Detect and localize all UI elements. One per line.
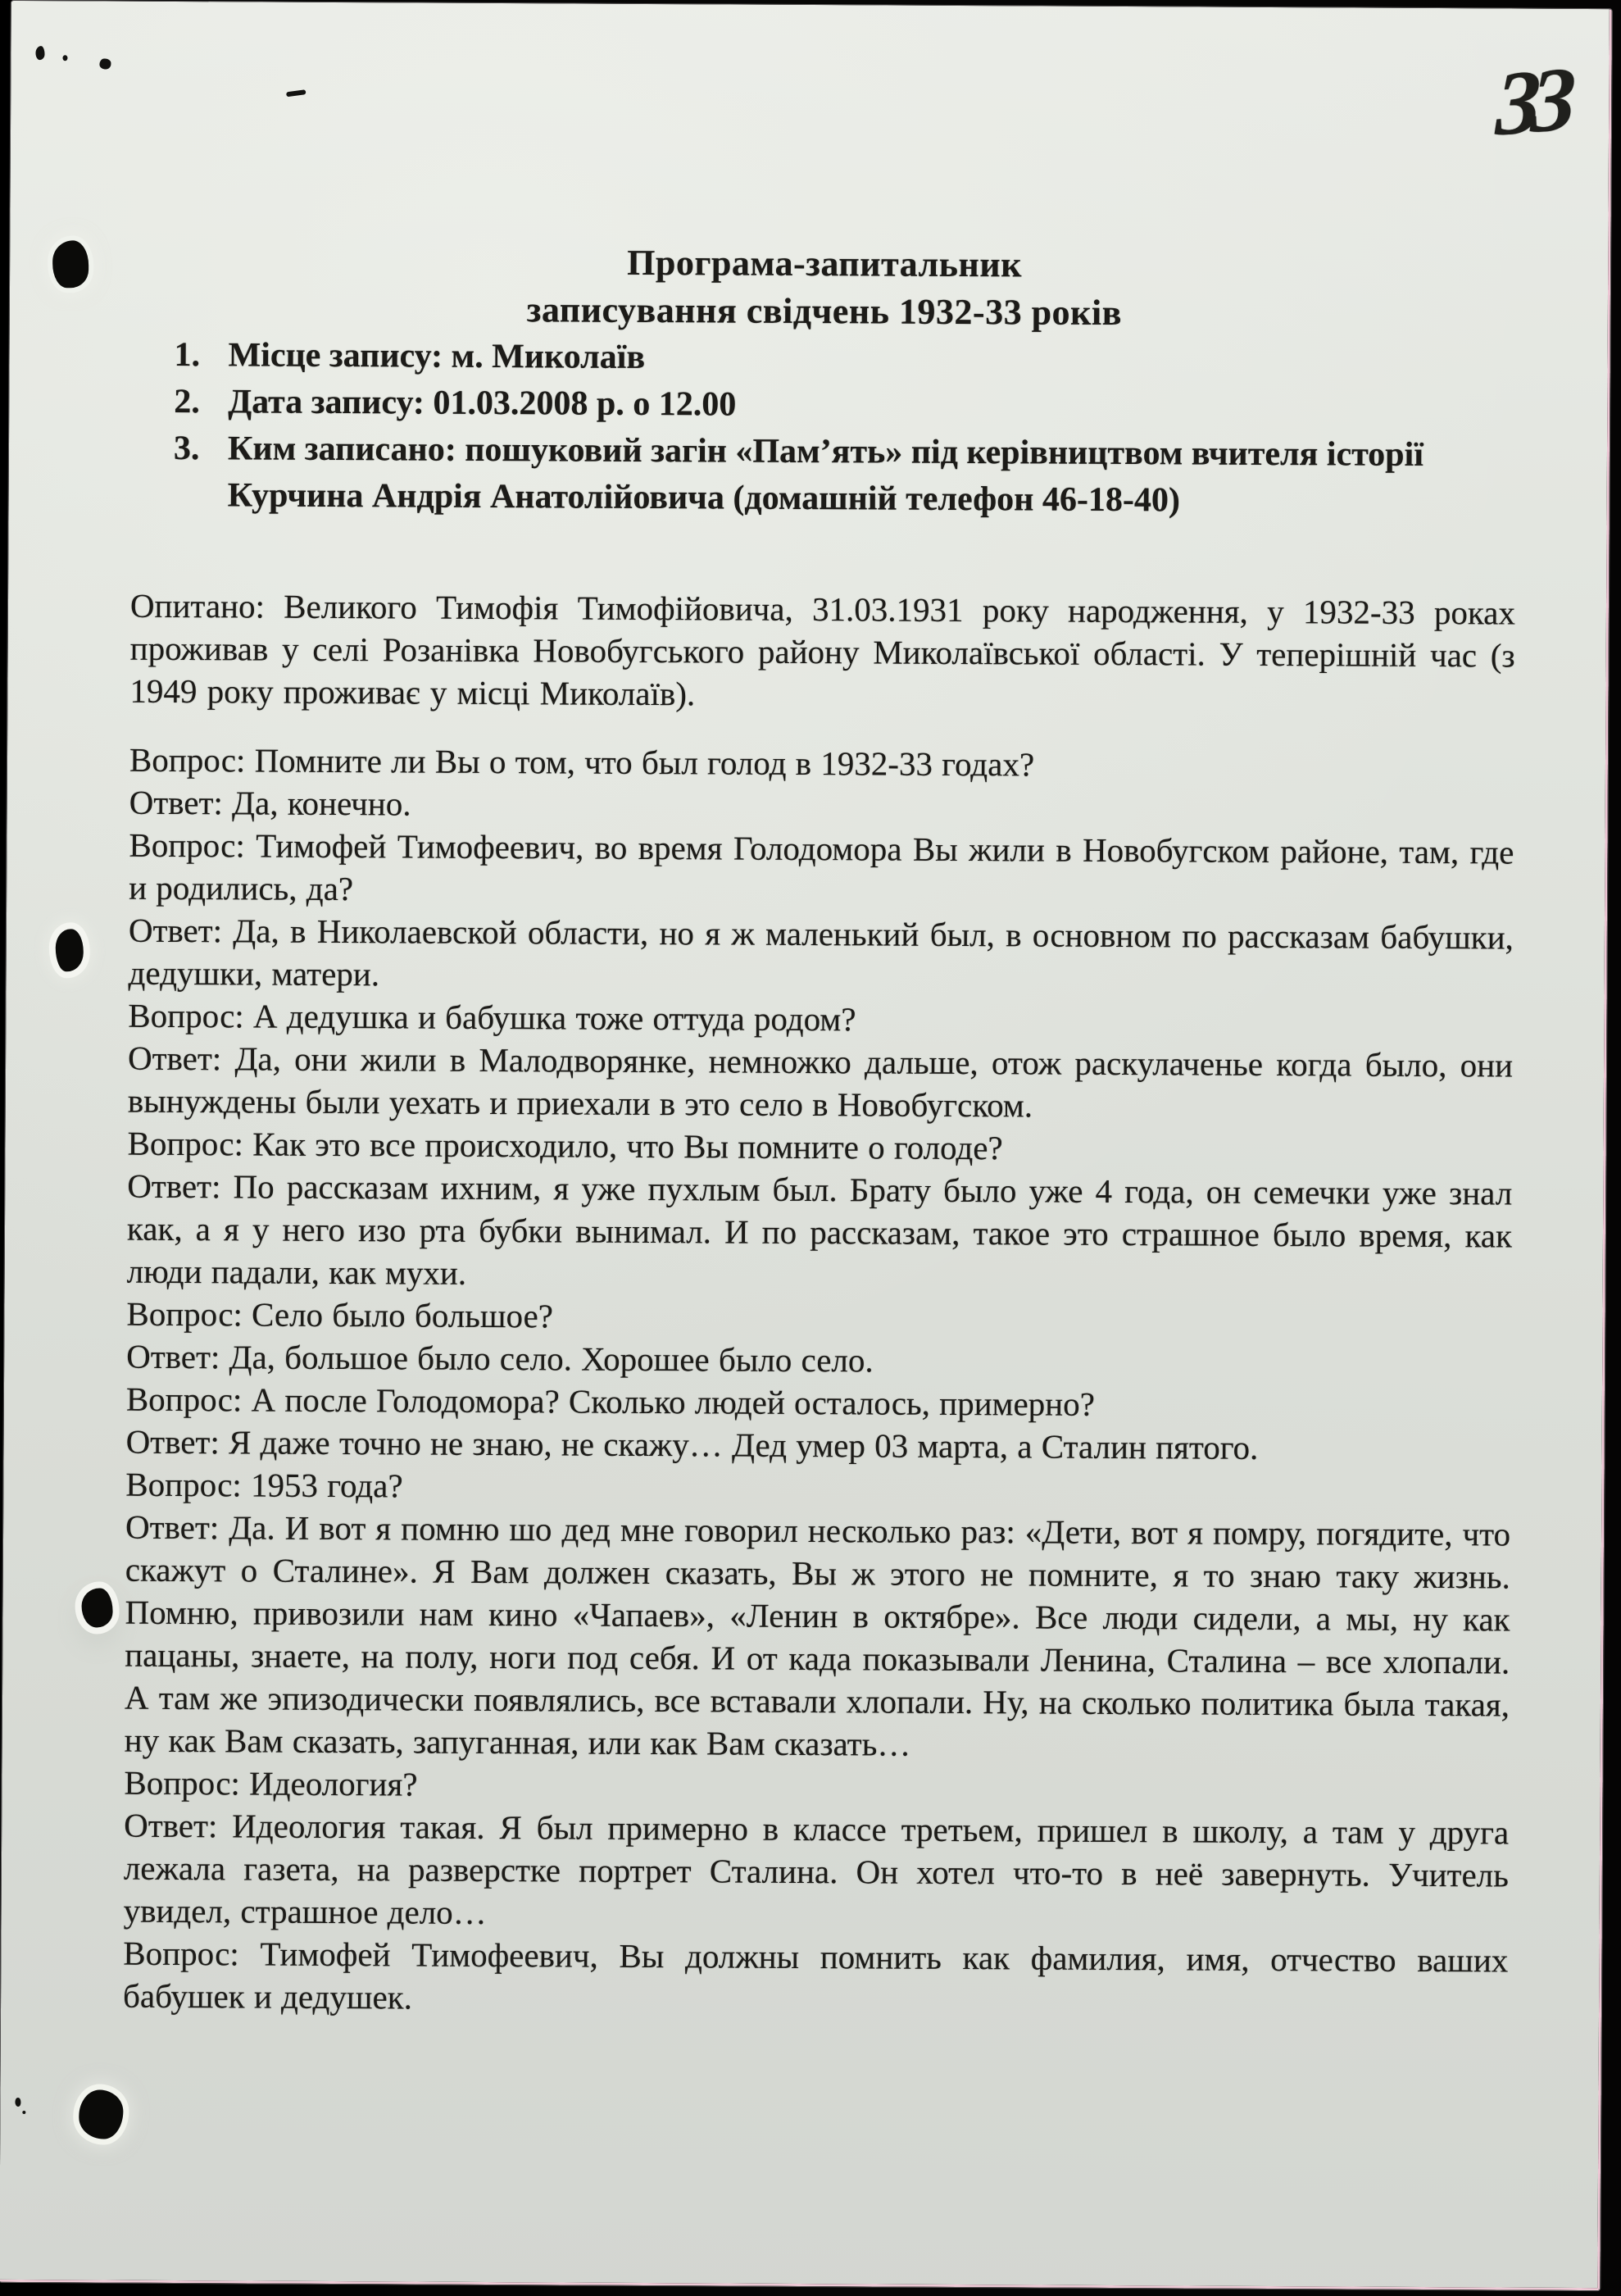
qa-question: Вопрос: Село было большое? — [126, 1294, 554, 1335]
list-item-number: 2. — [174, 382, 200, 421]
list-item-number: 3. — [173, 429, 200, 468]
qa-question: Вопрос: Помните ли Вы о том, что был голод в 1932-33 годах? — [129, 740, 1035, 784]
handwritten-page-number: 33 — [1494, 48, 1568, 155]
list-item-text: Місце запису: м. Миколаїв — [228, 336, 646, 376]
qa-question: Вопрос: А дедушка и бабушка тоже оттуда родом? — [128, 996, 856, 1039]
ink-speck — [22, 2111, 25, 2114]
ink-speck — [99, 58, 111, 69]
qa-answer: Ответ: Идеология такая. Я был примерно в классе третьем, пришел в школу, а там у друга лежала газета, на разверстке портрет Сталина. Он хотел что-то в неё завернуть. Учитель увидел, страшное дело… — [123, 1806, 1510, 1931]
punch-hole — [81, 1588, 112, 1627]
list-item-place — [131, 332, 1516, 386]
list-item-recorded-by — [131, 425, 1517, 526]
qa-answer: Ответ: Я даже точно не знаю, не скажу… Дед умер 03 марта, а Сталин пятого. — [125, 1422, 1259, 1466]
list-item-text: Ким записано: пошуковий загін «Пам’ять» під керівництвом вчителя історії Курчина Андрія Анатолійовича (домашній телефон 46-18-40) — [227, 430, 1424, 520]
qa-section — [123, 739, 1514, 2025]
qa-answer: Ответ: Да. И вот я помню шо дед мне говорил несколько раз: «Дети, вот я помру, погядите, что скажут о Сталине». Я Вам должен сказать, Вы ж этого не помните, я то знаю таку жизнь. Помню, привозили нам кино «Чапаев», «Ленин в октябре». Все люди сидели, а мы, ну как пацаны, знаете, на полу, ноги под себя. И от када показывали Ленина, Сталина – все хлопали. А там же эпизодически появлялись, все вставали хлопали. Ну, на сколько политика была такая, ну как Вам сказать, запуганная, или как Вам сказать… — [124, 1507, 1511, 1763]
ink-speck — [35, 46, 44, 60]
qa-question: Вопрос: 1953 года? — [125, 1465, 403, 1505]
document-title-line-1: Програма-запитальник — [627, 242, 1023, 285]
qa-question: Вопрос: Тимофей Тимофеевич, Вы должны помнить как фамилия, имя, отчество ваших бабушек и дедушек. — [122, 1934, 1509, 2016]
qa-question: Вопрос: Тимофей Тимофеевич, во время Голодомора Вы жили в Новобугском районе, там, где и родились, да? — [129, 825, 1514, 908]
scanned-page — [0, 1, 1612, 2290]
list-item-date — [131, 379, 1516, 433]
qa-question: Вопрос: А после Голодомора? Сколько людей осталось, примерно? — [125, 1380, 1095, 1423]
ink-speck — [62, 55, 67, 61]
list-item-number: 1. — [174, 335, 201, 375]
list-item-text: Дата запису: 01.03.2008 р. о 12.00 — [228, 383, 737, 424]
ink-speck — [15, 2098, 20, 2107]
document-content — [123, 2, 1519, 2025]
qa-answer: Ответ: Да, в Николаевской области, но я ж маленький был, в основном по рассказам бабушки, дедушки, матери. — [128, 911, 1514, 993]
punch-hole — [56, 929, 84, 971]
qa-answer: Ответ: По рассказам ихним, я уже пухлым был. Брату было уже 4 года, он семечки уже знал как, а я у него изо рта бубки вынимал. И по рассказам, такое это страшное было время, как люди падали, как мухи. — [126, 1166, 1513, 1292]
header-numbered-list — [131, 332, 1517, 526]
interviewee-intro-paragraph: Опитано: Великого Тимофія Тимофійовича, 31.03.1931 року народження, у 1932-33 роках проживав у селі Розанівка Новобугського району Миколаївської області. У теперішній час (з 1949 року проживає у місці Миколаїв). — [129, 586, 1516, 713]
punch-hole — [52, 240, 89, 288]
qa-question: Вопрос: Как это все происходило, что Вы помните о голоде? — [127, 1124, 1003, 1167]
qa-answer: Ответ: Да, большое было село. Хорошее было село. — [126, 1337, 874, 1380]
qa-answer: Ответ: Да, конечно. — [129, 783, 411, 823]
document-title-line-2: записування свідчень 1932-33 років — [526, 289, 1123, 334]
punch-hole — [79, 2089, 123, 2139]
qa-answer: Ответ: Да, они жили в Малодворянке, немножко дальше, отож раскулаченье когда было, они вынуждены были уехать и приехали в это село в Новобугском. — [127, 1039, 1514, 1125]
qa-question: Вопрос: Идеология? — [124, 1763, 418, 1803]
